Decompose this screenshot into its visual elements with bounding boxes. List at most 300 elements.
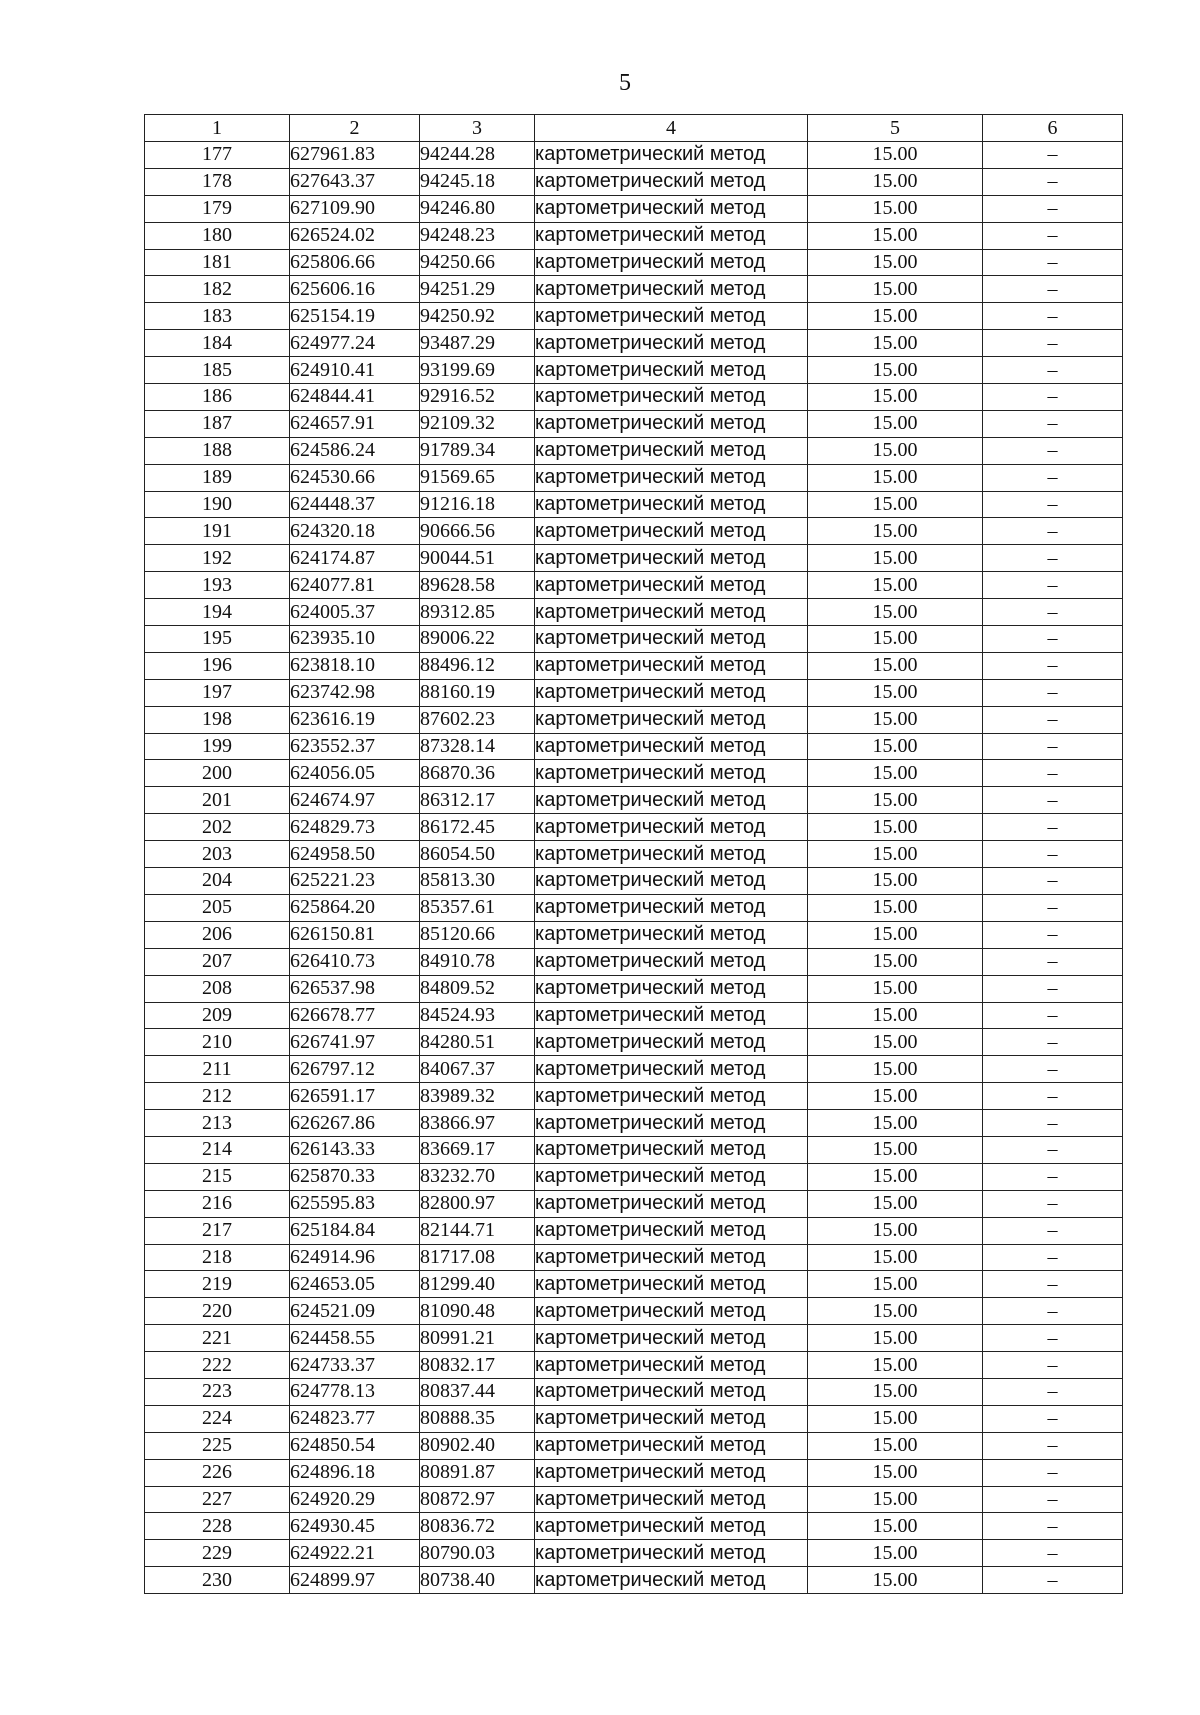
x-coordinate-cell: 625864.20	[290, 894, 420, 921]
accuracy-cell: 15.00	[808, 733, 983, 760]
y-coordinate-cell: 83232.70	[420, 1163, 535, 1190]
table-row	[145, 948, 1123, 975]
description-cell: –	[983, 276, 1123, 303]
method-cell: картометрический метод	[535, 464, 808, 491]
table-row	[145, 1459, 1123, 1486]
y-coordinate-cell: 94248.23	[420, 222, 535, 249]
point-number-cell: 181	[145, 249, 290, 276]
accuracy-cell: 15.00	[808, 1405, 983, 1432]
table-row	[145, 357, 1123, 384]
point-number-cell: 202	[145, 814, 290, 841]
description-cell: –	[983, 1244, 1123, 1271]
y-coordinate-cell: 89312.85	[420, 599, 535, 626]
x-coordinate-cell: 626741.97	[290, 1029, 420, 1056]
y-coordinate-cell: 85120.66	[420, 921, 535, 948]
y-coordinate-cell: 80888.35	[420, 1405, 535, 1432]
x-coordinate-cell: 626797.12	[290, 1056, 420, 1083]
point-number-cell: 215	[145, 1163, 290, 1190]
y-coordinate-cell: 86172.45	[420, 814, 535, 841]
description-cell: –	[983, 464, 1123, 491]
point-number-cell: 207	[145, 948, 290, 975]
description-cell: –	[983, 384, 1123, 411]
method-cell: картометрический метод	[535, 572, 808, 599]
description-cell: –	[983, 921, 1123, 948]
table-row	[145, 975, 1123, 1002]
x-coordinate-cell: 624521.09	[290, 1298, 420, 1325]
point-number-cell: 230	[145, 1567, 290, 1594]
x-coordinate-cell: 624922.21	[290, 1540, 420, 1567]
method-cell: картометрический метод	[535, 1486, 808, 1513]
method-cell: картометрический метод	[535, 1271, 808, 1298]
y-coordinate-cell: 84067.37	[420, 1056, 535, 1083]
method-cell: картометрический метод	[535, 1163, 808, 1190]
accuracy-cell: 15.00	[808, 276, 983, 303]
description-cell: –	[983, 1378, 1123, 1405]
table-row	[145, 545, 1123, 572]
table-row	[145, 1136, 1123, 1163]
method-cell: картометрический метод	[535, 1378, 808, 1405]
table-row	[145, 410, 1123, 437]
method-cell: картометрический метод	[535, 1110, 808, 1137]
y-coordinate-cell: 81717.08	[420, 1244, 535, 1271]
table-row	[145, 518, 1123, 545]
accuracy-cell: 15.00	[808, 357, 983, 384]
accuracy-cell: 15.00	[808, 330, 983, 357]
column-header-6: 6	[983, 115, 1123, 142]
description-cell: –	[983, 599, 1123, 626]
table-row	[145, 841, 1123, 868]
accuracy-cell: 15.00	[808, 142, 983, 169]
y-coordinate-cell: 94251.29	[420, 276, 535, 303]
x-coordinate-cell: 624778.13	[290, 1378, 420, 1405]
table-row	[145, 814, 1123, 841]
description-cell: –	[983, 1540, 1123, 1567]
x-coordinate-cell: 624653.05	[290, 1271, 420, 1298]
description-cell: –	[983, 733, 1123, 760]
method-cell: картометрический метод	[535, 1298, 808, 1325]
method-cell: картометрический метод	[535, 814, 808, 841]
method-cell: картометрический метод	[535, 1083, 808, 1110]
table-row	[145, 626, 1123, 653]
table-row	[145, 1298, 1123, 1325]
x-coordinate-cell: 625221.23	[290, 868, 420, 895]
description-cell: –	[983, 679, 1123, 706]
description-cell: –	[983, 1298, 1123, 1325]
table-row	[145, 706, 1123, 733]
accuracy-cell: 15.00	[808, 975, 983, 1002]
description-cell: –	[983, 1029, 1123, 1056]
method-cell: картометрический метод	[535, 410, 808, 437]
accuracy-cell: 15.00	[808, 1244, 983, 1271]
table-row	[145, 491, 1123, 518]
description-cell: –	[983, 948, 1123, 975]
point-number-cell: 229	[145, 1540, 290, 1567]
accuracy-cell: 15.00	[808, 1190, 983, 1217]
method-cell: картометрический метод	[535, 733, 808, 760]
table-row	[145, 787, 1123, 814]
point-number-cell: 201	[145, 787, 290, 814]
y-coordinate-cell: 80872.97	[420, 1486, 535, 1513]
accuracy-cell: 15.00	[808, 303, 983, 330]
point-number-cell: 188	[145, 437, 290, 464]
x-coordinate-cell: 624530.66	[290, 464, 420, 491]
x-coordinate-cell: 625806.66	[290, 249, 420, 276]
description-cell: –	[983, 975, 1123, 1002]
accuracy-cell: 15.00	[808, 464, 983, 491]
description-cell: –	[983, 1110, 1123, 1137]
accuracy-cell: 15.00	[808, 1352, 983, 1379]
y-coordinate-cell: 85357.61	[420, 894, 535, 921]
description-cell: –	[983, 357, 1123, 384]
description-cell: –	[983, 652, 1123, 679]
description-cell: –	[983, 626, 1123, 653]
table-row	[145, 1405, 1123, 1432]
x-coordinate-cell: 624077.81	[290, 572, 420, 599]
method-cell: картометрический метод	[535, 168, 808, 195]
x-coordinate-cell: 627643.37	[290, 168, 420, 195]
x-coordinate-cell: 627961.83	[290, 142, 420, 169]
point-number-cell: 200	[145, 760, 290, 787]
x-coordinate-cell: 623935.10	[290, 626, 420, 653]
method-cell: картометрический метод	[535, 303, 808, 330]
point-number-cell: 180	[145, 222, 290, 249]
x-coordinate-cell: 624005.37	[290, 599, 420, 626]
y-coordinate-cell: 91216.18	[420, 491, 535, 518]
table-row	[145, 1513, 1123, 1540]
x-coordinate-cell: 626150.81	[290, 921, 420, 948]
accuracy-cell: 15.00	[808, 1083, 983, 1110]
description-cell: –	[983, 410, 1123, 437]
method-cell: картометрический метод	[535, 706, 808, 733]
x-coordinate-cell: 626678.77	[290, 1002, 420, 1029]
y-coordinate-cell: 93199.69	[420, 357, 535, 384]
description-cell: –	[983, 303, 1123, 330]
table-row	[145, 1217, 1123, 1244]
x-coordinate-cell: 626591.17	[290, 1083, 420, 1110]
accuracy-cell: 15.00	[808, 545, 983, 572]
description-cell: –	[983, 142, 1123, 169]
x-coordinate-cell: 623742.98	[290, 679, 420, 706]
method-cell: картометрический метод	[535, 249, 808, 276]
description-cell: –	[983, 1002, 1123, 1029]
method-cell: картометрический метод	[535, 545, 808, 572]
column-header-1: 1	[145, 115, 290, 142]
accuracy-cell: 15.00	[808, 868, 983, 895]
table-row	[145, 1029, 1123, 1056]
method-cell: картометрический метод	[535, 626, 808, 653]
table-header-row	[145, 115, 1123, 142]
method-cell: картометрический метод	[535, 1136, 808, 1163]
point-number-cell: 222	[145, 1352, 290, 1379]
point-number-cell: 204	[145, 868, 290, 895]
y-coordinate-cell: 80832.17	[420, 1352, 535, 1379]
y-coordinate-cell: 81299.40	[420, 1271, 535, 1298]
table-body	[145, 142, 1123, 1594]
table-row	[145, 1325, 1123, 1352]
point-number-cell: 182	[145, 276, 290, 303]
accuracy-cell: 15.00	[808, 894, 983, 921]
method-cell: картометрический метод	[535, 518, 808, 545]
y-coordinate-cell: 90044.51	[420, 545, 535, 572]
description-cell: –	[983, 814, 1123, 841]
y-coordinate-cell: 87328.14	[420, 733, 535, 760]
x-coordinate-cell: 626143.33	[290, 1136, 420, 1163]
point-number-cell: 227	[145, 1486, 290, 1513]
accuracy-cell: 15.00	[808, 679, 983, 706]
x-coordinate-cell: 626524.02	[290, 222, 420, 249]
method-cell: картометрический метод	[535, 142, 808, 169]
y-coordinate-cell: 83866.97	[420, 1110, 535, 1137]
accuracy-cell: 15.00	[808, 1567, 983, 1594]
method-cell: картометрический метод	[535, 1190, 808, 1217]
y-coordinate-cell: 91789.34	[420, 437, 535, 464]
y-coordinate-cell: 82144.71	[420, 1217, 535, 1244]
x-coordinate-cell: 626537.98	[290, 975, 420, 1002]
accuracy-cell: 15.00	[808, 1056, 983, 1083]
table-row	[145, 1002, 1123, 1029]
y-coordinate-cell: 81090.48	[420, 1298, 535, 1325]
description-cell: –	[983, 841, 1123, 868]
y-coordinate-cell: 92916.52	[420, 384, 535, 411]
table-row	[145, 249, 1123, 276]
point-number-cell: 226	[145, 1459, 290, 1486]
method-cell: картометрический метод	[535, 1002, 808, 1029]
table-row	[145, 1110, 1123, 1137]
x-coordinate-cell: 624914.96	[290, 1244, 420, 1271]
accuracy-cell: 15.00	[808, 599, 983, 626]
table-row	[145, 1271, 1123, 1298]
y-coordinate-cell: 87602.23	[420, 706, 535, 733]
description-cell: –	[983, 894, 1123, 921]
accuracy-cell: 15.00	[808, 195, 983, 222]
table-row	[145, 1244, 1123, 1271]
method-cell: картометрический метод	[535, 195, 808, 222]
method-cell: картометрический метод	[535, 276, 808, 303]
method-cell: картометрический метод	[535, 330, 808, 357]
accuracy-cell: 15.00	[808, 760, 983, 787]
accuracy-cell: 15.00	[808, 384, 983, 411]
table-row	[145, 1056, 1123, 1083]
y-coordinate-cell: 85813.30	[420, 868, 535, 895]
method-cell: картометрический метод	[535, 1029, 808, 1056]
x-coordinate-cell: 624896.18	[290, 1459, 420, 1486]
accuracy-cell: 15.00	[808, 518, 983, 545]
point-number-cell: 178	[145, 168, 290, 195]
accuracy-cell: 15.00	[808, 1540, 983, 1567]
description-cell: –	[983, 1405, 1123, 1432]
point-number-cell: 186	[145, 384, 290, 411]
table-row	[145, 1432, 1123, 1459]
y-coordinate-cell: 83669.17	[420, 1136, 535, 1163]
table-row	[145, 222, 1123, 249]
point-number-cell: 228	[145, 1513, 290, 1540]
accuracy-cell: 15.00	[808, 1029, 983, 1056]
table-row	[145, 652, 1123, 679]
point-number-cell: 179	[145, 195, 290, 222]
y-coordinate-cell: 82800.97	[420, 1190, 535, 1217]
accuracy-cell: 15.00	[808, 491, 983, 518]
method-cell: картометрический метод	[535, 1244, 808, 1271]
method-cell: картометрический метод	[535, 222, 808, 249]
x-coordinate-cell: 625606.16	[290, 276, 420, 303]
table-row	[145, 464, 1123, 491]
x-coordinate-cell: 624899.97	[290, 1567, 420, 1594]
y-coordinate-cell: 88496.12	[420, 652, 535, 679]
method-cell: картометрический метод	[535, 437, 808, 464]
y-coordinate-cell: 83989.32	[420, 1083, 535, 1110]
y-coordinate-cell: 80902.40	[420, 1432, 535, 1459]
y-coordinate-cell: 80891.87	[420, 1459, 535, 1486]
method-cell: картометрический метод	[535, 1056, 808, 1083]
y-coordinate-cell: 94244.28	[420, 142, 535, 169]
accuracy-cell: 15.00	[808, 652, 983, 679]
point-number-cell: 190	[145, 491, 290, 518]
method-cell: картометрический метод	[535, 894, 808, 921]
point-number-cell: 198	[145, 706, 290, 733]
description-cell: –	[983, 491, 1123, 518]
point-number-cell: 193	[145, 572, 290, 599]
page-number: 5	[619, 70, 631, 96]
table-row	[145, 1540, 1123, 1567]
point-number-cell: 211	[145, 1056, 290, 1083]
x-coordinate-cell: 623818.10	[290, 652, 420, 679]
y-coordinate-cell: 89628.58	[420, 572, 535, 599]
description-cell: –	[983, 222, 1123, 249]
method-cell: картометрический метод	[535, 787, 808, 814]
y-coordinate-cell: 80836.72	[420, 1513, 535, 1540]
description-cell: –	[983, 1432, 1123, 1459]
accuracy-cell: 15.00	[808, 572, 983, 599]
point-number-cell: 205	[145, 894, 290, 921]
point-number-cell: 195	[145, 626, 290, 653]
x-coordinate-cell: 624910.41	[290, 357, 420, 384]
method-cell: картометрический метод	[535, 1405, 808, 1432]
y-coordinate-cell: 88160.19	[420, 679, 535, 706]
table-row	[145, 733, 1123, 760]
x-coordinate-cell: 624958.50	[290, 841, 420, 868]
y-coordinate-cell: 80738.40	[420, 1567, 535, 1594]
y-coordinate-cell: 86312.17	[420, 787, 535, 814]
point-number-cell: 203	[145, 841, 290, 868]
point-number-cell: 221	[145, 1325, 290, 1352]
table-row	[145, 303, 1123, 330]
point-number-cell: 217	[145, 1217, 290, 1244]
y-coordinate-cell: 86054.50	[420, 841, 535, 868]
y-coordinate-cell: 93487.29	[420, 330, 535, 357]
table-row	[145, 330, 1123, 357]
x-coordinate-cell: 625595.83	[290, 1190, 420, 1217]
method-cell: картометрический метод	[535, 1432, 808, 1459]
accuracy-cell: 15.00	[808, 410, 983, 437]
coordinates-table	[144, 114, 1123, 1594]
description-cell: –	[983, 168, 1123, 195]
y-coordinate-cell: 84280.51	[420, 1029, 535, 1056]
point-number-cell: 194	[145, 599, 290, 626]
column-header-2: 2	[290, 115, 420, 142]
table-row	[145, 599, 1123, 626]
y-coordinate-cell: 94250.92	[420, 303, 535, 330]
table-row	[145, 437, 1123, 464]
x-coordinate-cell: 627109.90	[290, 195, 420, 222]
x-coordinate-cell: 624850.54	[290, 1432, 420, 1459]
accuracy-cell: 15.00	[808, 706, 983, 733]
x-coordinate-cell: 624458.55	[290, 1325, 420, 1352]
method-cell: картометрический метод	[535, 760, 808, 787]
table-row	[145, 1083, 1123, 1110]
point-number-cell: 183	[145, 303, 290, 330]
column-header-3: 3	[420, 115, 535, 142]
y-coordinate-cell: 94250.66	[420, 249, 535, 276]
method-cell: картометрический метод	[535, 975, 808, 1002]
point-number-cell: 219	[145, 1271, 290, 1298]
accuracy-cell: 15.00	[808, 1378, 983, 1405]
point-number-cell: 185	[145, 357, 290, 384]
description-cell: –	[983, 1352, 1123, 1379]
x-coordinate-cell: 624586.24	[290, 437, 420, 464]
accuracy-cell: 15.00	[808, 1271, 983, 1298]
table-row	[145, 572, 1123, 599]
table-row	[145, 760, 1123, 787]
accuracy-cell: 15.00	[808, 626, 983, 653]
y-coordinate-cell: 86870.36	[420, 760, 535, 787]
point-number-cell: 209	[145, 1002, 290, 1029]
description-cell: –	[983, 868, 1123, 895]
method-cell: картометрический метод	[535, 384, 808, 411]
x-coordinate-cell: 624174.87	[290, 545, 420, 572]
description-cell: –	[983, 1271, 1123, 1298]
accuracy-cell: 15.00	[808, 1217, 983, 1244]
method-cell: картометрический метод	[535, 1513, 808, 1540]
table-row	[145, 168, 1123, 195]
point-number-cell: 189	[145, 464, 290, 491]
accuracy-cell: 15.00	[808, 1513, 983, 1540]
description-cell: –	[983, 1567, 1123, 1594]
point-number-cell: 206	[145, 921, 290, 948]
point-number-cell: 208	[145, 975, 290, 1002]
table-row	[145, 142, 1123, 169]
x-coordinate-cell: 625184.84	[290, 1217, 420, 1244]
description-cell: –	[983, 249, 1123, 276]
point-number-cell: 216	[145, 1190, 290, 1217]
point-number-cell: 210	[145, 1029, 290, 1056]
x-coordinate-cell: 626410.73	[290, 948, 420, 975]
accuracy-cell: 15.00	[808, 948, 983, 975]
accuracy-cell: 15.00	[808, 1325, 983, 1352]
point-number-cell: 184	[145, 330, 290, 357]
accuracy-cell: 15.00	[808, 921, 983, 948]
table-row	[145, 921, 1123, 948]
point-number-cell: 192	[145, 545, 290, 572]
method-cell: картометрический метод	[535, 491, 808, 518]
accuracy-cell: 15.00	[808, 1486, 983, 1513]
column-header-5: 5	[808, 115, 983, 142]
point-number-cell: 224	[145, 1405, 290, 1432]
point-number-cell: 187	[145, 410, 290, 437]
x-coordinate-cell: 624977.24	[290, 330, 420, 357]
point-number-cell: 213	[145, 1110, 290, 1137]
x-coordinate-cell: 624657.91	[290, 410, 420, 437]
table-row	[145, 894, 1123, 921]
description-cell: –	[983, 1163, 1123, 1190]
point-number-cell: 220	[145, 1298, 290, 1325]
y-coordinate-cell: 80790.03	[420, 1540, 535, 1567]
table-row	[145, 1190, 1123, 1217]
method-cell: картометрический метод	[535, 357, 808, 384]
table-row	[145, 868, 1123, 895]
y-coordinate-cell: 84524.93	[420, 1002, 535, 1029]
table-row	[145, 1163, 1123, 1190]
table-row	[145, 384, 1123, 411]
